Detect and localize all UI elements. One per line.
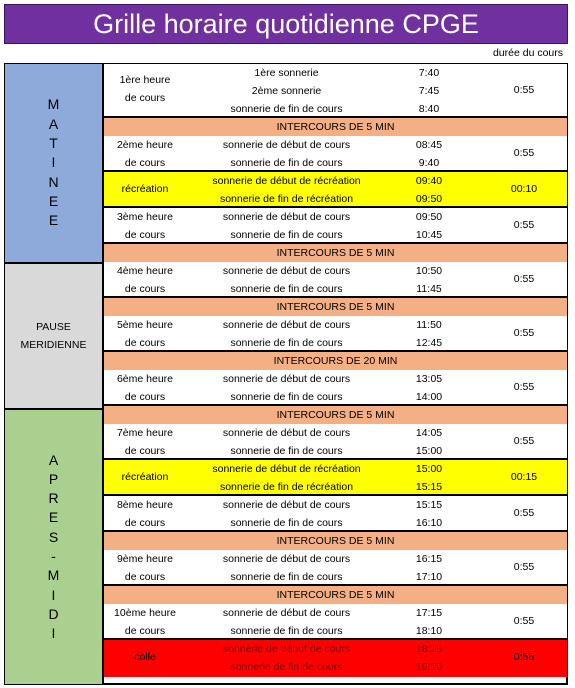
slot-label: 5ème heure <box>116 319 174 331</box>
bell-time: 7:40 <box>418 67 440 79</box>
bell-time: 09:40 <box>415 175 443 187</box>
slot-duration: 0:55 <box>513 219 535 231</box>
side-label-text: S <box>48 528 59 545</box>
class-row <box>104 370 567 406</box>
page-title: Grille horaire quotidienne CPGE <box>4 4 568 44</box>
slot-label: de cours <box>124 92 166 104</box>
slot-label: de cours <box>124 445 166 457</box>
bell-time: 19:10 <box>415 661 443 673</box>
bell-name: sonnerie de début de récréation <box>212 175 361 187</box>
side-label-text: N <box>48 173 59 190</box>
slot-duration: 00:10 <box>510 183 538 195</box>
slot-duration: 0:55 <box>513 84 535 96</box>
bell-name: sonnerie de fin de cours <box>230 229 343 241</box>
bell-name: 2ème sonnerie <box>251 85 322 97</box>
slot-duration: 0:55 <box>513 381 535 393</box>
slot-label: 6ème heure <box>116 373 174 385</box>
bell-name: 1ère sonnerie <box>254 67 319 79</box>
side-pause-meridienne <box>5 264 104 410</box>
intercours-row: INTERCOURS DE 5 MIN <box>104 244 567 262</box>
class-row <box>104 496 567 532</box>
bell-time: 14:05 <box>415 427 443 439</box>
bell-time: 16:15 <box>415 553 443 565</box>
slot-label: 2ème heure <box>116 139 174 151</box>
bell-time: 9:40 <box>418 157 440 169</box>
recreation-row <box>104 460 567 496</box>
bell-time: 15:00 <box>415 445 443 457</box>
bell-time: 09:50 <box>415 211 443 223</box>
bell-name: sonnerie de fin de cours <box>230 445 343 457</box>
bell-time: 11:50 <box>416 319 442 331</box>
side-label-text: E <box>48 509 59 526</box>
bell-time: 11:45 <box>416 283 442 295</box>
side-label-text: D <box>48 605 59 622</box>
slot-label: de cours <box>124 391 166 403</box>
slot-duration: 0:55 <box>513 327 535 339</box>
slot-label: 9ème heure <box>116 553 174 565</box>
slot-label: 7ème heure <box>116 427 174 439</box>
bell-time: 18:10 <box>415 625 443 637</box>
bell-time: 09:50 <box>415 193 443 205</box>
slot-label: 3ème heure <box>116 211 174 223</box>
bell-name: sonnerie de début de cours <box>222 607 351 619</box>
side-label-text: P <box>48 470 59 487</box>
side-label-text: I <box>51 625 56 642</box>
class-row <box>104 604 567 640</box>
intercours-row: INTERCOURS DE 5 MIN <box>104 532 567 550</box>
bell-name: sonnerie de fin de cours <box>230 661 343 673</box>
bell-time: 15:15 <box>415 499 443 511</box>
bell-time: 14:00 <box>415 391 443 403</box>
slot-label: récréation <box>121 471 169 483</box>
bell-time: 18:15 <box>415 643 443 655</box>
bell-name: sonnerie de début de cours <box>222 265 351 277</box>
side-label-text: A <box>48 115 59 132</box>
bell-time: 15:00 <box>415 463 443 475</box>
slot-label: récréation <box>121 183 169 195</box>
bell-time: 10:50 <box>415 265 443 277</box>
duration-column-header: durée du cours <box>492 47 563 59</box>
bell-name: sonnerie de fin de cours <box>230 337 343 349</box>
bell-name: sonnerie de début de cours <box>222 211 351 223</box>
bell-time: 17:10 <box>415 571 443 583</box>
slot-label: de cours <box>124 283 166 295</box>
class-row <box>104 64 567 118</box>
slot-label: de cours <box>124 517 166 529</box>
side-label-text: T <box>49 135 58 152</box>
class-row <box>104 550 567 586</box>
slot-label: 1ère heure <box>119 74 171 86</box>
side-label-text: - <box>51 548 56 564</box>
bell-time: 17:15 <box>415 607 443 619</box>
intercours-row: INTERCOURS DE 5 MIN <box>104 118 567 136</box>
slot-duration: 00:15 <box>510 471 538 483</box>
side-label-text: MERIDIENNE <box>20 339 87 351</box>
slot-label: colle <box>134 651 156 663</box>
bell-name: sonnerie de fin de cours <box>230 391 343 403</box>
class-row <box>104 208 567 244</box>
side-label-text: A <box>48 451 59 468</box>
bell-name: sonnerie de fin de cours <box>230 625 343 637</box>
schedule-rows <box>104 64 567 677</box>
bell-name: sonnerie de début de cours <box>222 427 351 439</box>
side-label-text: E <box>48 212 59 229</box>
intercours-row: INTERCOURS DE 5 MIN <box>104 586 567 604</box>
intercours-row: INTERCOURS DE 5 MIN <box>104 406 567 424</box>
slot-label: 10ème heure <box>114 607 176 619</box>
bell-time: 8:40 <box>418 103 440 115</box>
colle-row <box>104 640 567 677</box>
bell-time: 16:10 <box>415 517 443 529</box>
slot-label: de cours <box>124 571 166 583</box>
bell-name: sonnerie de début de cours <box>222 373 351 385</box>
slot-label: de cours <box>124 157 166 169</box>
bell-name: sonnerie de début de récréation <box>212 463 361 475</box>
side-label-text: M <box>47 567 60 584</box>
bell-time: 13:05 <box>415 373 443 385</box>
bell-name: sonnerie de début de cours <box>222 643 351 655</box>
slot-label: 4ème heure <box>116 265 174 277</box>
bell-time: 7:45 <box>418 85 440 97</box>
slot-duration: 0:55 <box>513 615 535 627</box>
bell-name: sonnerie de début de cours <box>222 139 351 151</box>
slot-duration: 0:55 <box>513 435 535 447</box>
recreation-row <box>104 172 567 208</box>
slot-duration: 0:55 <box>513 561 535 573</box>
side-matinee <box>5 64 104 264</box>
side-label-text: I <box>51 586 56 603</box>
bell-time: 10:45 <box>415 229 443 241</box>
side-apres-midi <box>5 410 104 684</box>
bell-name: sonnerie de fin de cours <box>230 571 343 583</box>
intercours-row: INTERCOURS DE 20 MIN <box>104 352 567 370</box>
slot-label: 8ème heure <box>116 499 174 511</box>
bell-time: 12:45 <box>415 337 443 349</box>
side-label-text: I <box>51 154 56 171</box>
class-row <box>104 424 567 460</box>
bell-name: sonnerie de début de cours <box>222 553 351 565</box>
bell-name: sonnerie de fin de cours <box>230 157 343 169</box>
bell-name: sonnerie de début de cours <box>222 499 351 511</box>
slot-label: de cours <box>124 337 166 349</box>
intercours-row: INTERCOURS DE 5 MIN <box>104 298 567 316</box>
bell-name: sonnerie de fin de cours <box>230 283 343 295</box>
bell-name: sonnerie de fin de récréation <box>219 193 354 205</box>
slot-duration: 0:55 <box>513 273 535 285</box>
class-row <box>104 262 567 298</box>
slot-label: de cours <box>124 229 166 241</box>
bell-name: sonnerie de début de cours <box>222 319 351 331</box>
side-label-text: E <box>48 192 59 209</box>
slot-duration: 0:55 <box>513 651 535 663</box>
side-label-text: R <box>48 490 59 507</box>
side-label-text: M <box>47 96 60 113</box>
slot-duration: 0:55 <box>513 507 535 519</box>
bell-name: sonnerie de fin de cours <box>230 517 343 529</box>
side-label-text: PAUSE <box>36 321 71 333</box>
class-row <box>104 316 567 352</box>
bell-name: sonnerie de fin de récréation <box>219 481 354 493</box>
class-row <box>104 136 567 172</box>
bell-time: 08:45 <box>415 139 443 151</box>
slot-label: de cours <box>124 625 166 637</box>
bell-time: 15:15 <box>415 481 443 493</box>
slot-duration: 0:55 <box>513 147 535 159</box>
bell-name: sonnerie de fin de cours <box>230 103 343 115</box>
